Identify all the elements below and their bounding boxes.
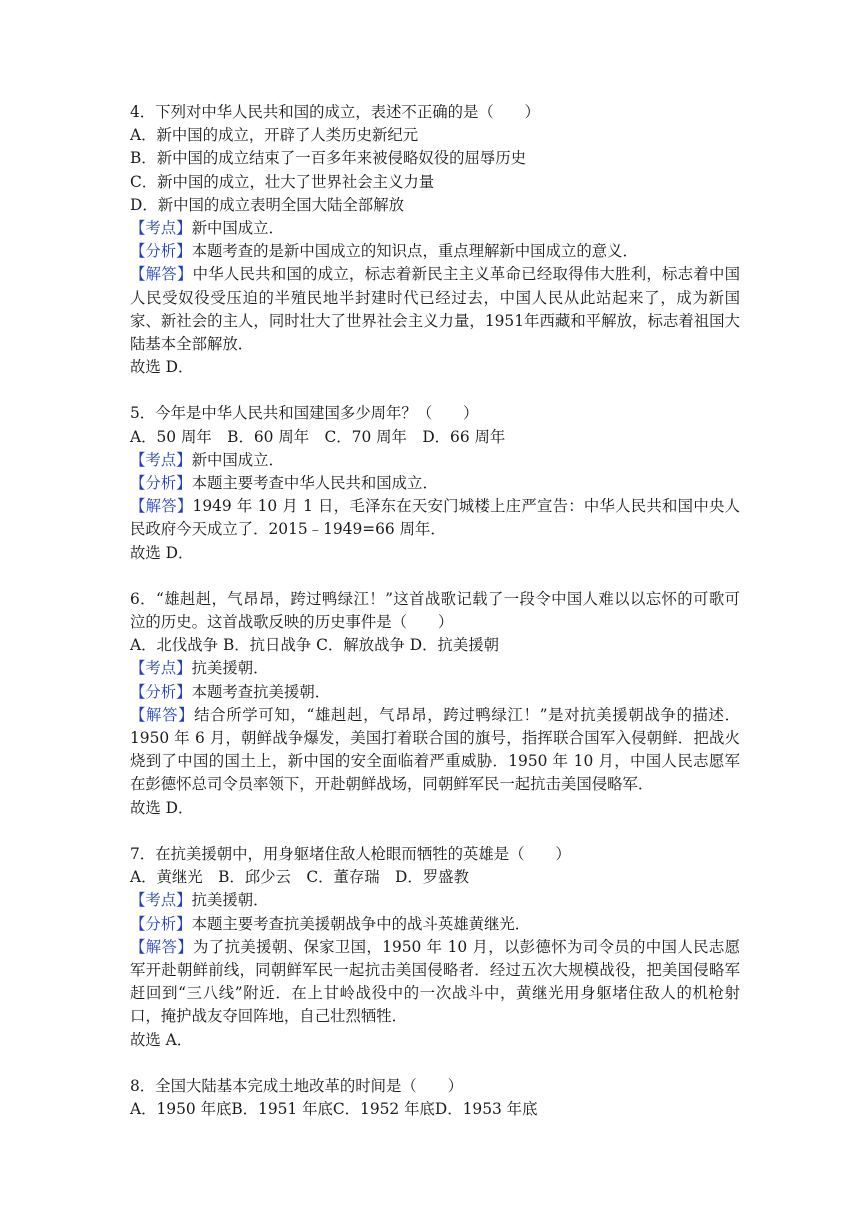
question-4	[130, 101, 740, 379]
answer-text: 故选 D．	[130, 358, 194, 377]
fenxi-tag: 【分析】	[130, 474, 192, 493]
fenxi-row	[130, 681, 740, 704]
fenxi-text: 本题主要考查抗美援朝战争中的战斗英雄黄继光．	[191, 914, 531, 933]
fenxi-row	[130, 240, 740, 263]
fenxi-tag: 【分析】	[130, 682, 192, 701]
jieda-text: 1949 年 10 月 1 日，毛泽东在天安门城楼上庄严宣告：中华人民共和国中央人民政府今天成立了．2015﹣1949=66 周年．	[130, 497, 740, 539]
jieda-row	[130, 263, 740, 356]
question-7	[130, 843, 740, 1052]
kaodian-text: 抗美援朝．	[191, 891, 269, 910]
options-line: A．50 周年 B．60 周年 C．70 周年 D．66 周年	[130, 427, 506, 446]
kaodian-row	[130, 657, 740, 680]
kaodian-tag: 【考点】	[130, 450, 192, 469]
kaodian-row	[130, 889, 740, 912]
question-stem: 7．在抗美援朝中，用身躯堵住敌人枪眼而牺牲的英雄是（ ）	[130, 844, 571, 863]
jieda-text: 为了抗美援朝、保家卫国，1950 年 10 月，以彭德怀为司令员的中国人民志愿军开赴朝鲜前线，同朝鲜军民一起抗击美国侵略者．经过五次大规模战役，把美国侵略军赶回到“三八线”附近．在上甘岭战役中的一次战斗中，黄继光用身躯堵住敌人的机枪射口，掩护战友夺回阵地，自己壮烈牺牲．	[130, 937, 740, 1026]
kaodian-text: 新中国成立．	[191, 450, 284, 469]
jieda-text: 结合所学可知，“雄赳赳，气昂昂，跨过鸭绿江！”是对抗美援朝战争的描述．1950 年 6 月，朝鲜战争爆发，美国打着联合国的旗号，指挥联合国军入侵朝鲜．把战火烧到了中国的国土上，新中国的安全面临着严重威胁．1950 年 10 月，中国人民志愿军在彭德怀总司令员率领下，开赴朝鲜战场，同朝鲜军民一起抗击美国侵略军．	[130, 705, 740, 794]
jieda-text: 中华人民共和国的成立，标志着新民主主义革命已经取得伟大胜利，标志着中国人民受奴役受压迫的半殖民地半封建时代已经过去，中国人民从此站起来了，成为新国家、新社会的主人，同时壮大了世界社会主义力量，1951年西藏和平解放，标志着祖国大陆基本全部解放．	[130, 265, 740, 354]
jieda-row	[130, 495, 740, 541]
answer-text: 故选 D．	[130, 798, 194, 817]
option-b: B．新中国的成立结束了一百多年来被侵略奴役的屈辱历史	[130, 149, 527, 168]
kaodian-tag: 【考点】	[130, 659, 192, 678]
kaodian-text: 抗美援朝．	[191, 659, 269, 678]
jieda-row	[130, 936, 740, 1029]
jieda-tag: 【解答】	[130, 705, 195, 724]
fenxi-row	[130, 472, 740, 495]
answer-text: 故选 D．	[130, 543, 194, 562]
fenxi-text: 本题考查抗美援朝．	[191, 682, 331, 701]
option-c: C．新中国的成立，壮大了世界社会主义力量	[130, 172, 435, 191]
kaodian-row	[130, 449, 740, 472]
options-line: A．黄继光 B．邱少云 C．董存瑞 D．罗盛教	[130, 868, 469, 887]
fenxi-tag: 【分析】	[130, 242, 192, 261]
kaodian-text: 新中国成立．	[191, 219, 284, 238]
question-stem: 4．下列对中华人民共和国的成立，表述不正确的是（ ）	[130, 103, 540, 121]
document-page	[130, 101, 740, 1144]
kaodian-tag: 【考点】	[130, 891, 192, 910]
question-stem: 6．“雄赳赳，气昂昂，跨过鸭绿江！”这首战歌记载了一段令中国人难以以忘怀的可歌可泣的历史。这首战歌反映的历史事件是（ ）	[130, 589, 740, 632]
question-8	[130, 1075, 740, 1121]
jieda-row	[130, 704, 740, 797]
question-stem: 5．今年是中华人民共和国建国多少周年？（ ）	[130, 404, 479, 423]
options-line: A．1950 年底B．1951 年底C．1952 年底D．1953 年底	[130, 1099, 538, 1118]
answer-text: 故选 A．	[130, 1030, 193, 1049]
fenxi-tag: 【分析】	[130, 914, 192, 933]
kaodian-tag: 【考点】	[130, 219, 192, 238]
jieda-tag: 【解答】	[130, 265, 193, 284]
option-a: A．新中国的成立，开辟了人类历史新纪元	[130, 126, 419, 145]
question-5	[130, 402, 740, 564]
jieda-tag: 【解答】	[130, 497, 193, 516]
options-line: A．北伐战争 B．抗日战争 C．解放战争 D．抗美援朝	[130, 636, 500, 655]
fenxi-text: 本题考查的是新中国成立的知识点，重点理解新中国成立的意义．	[191, 242, 638, 261]
kaodian-row	[130, 217, 740, 240]
jieda-tag: 【解答】	[130, 937, 194, 956]
fenxi-text: 本题主要考查中华人民共和国成立．	[191, 474, 438, 493]
question-6	[130, 588, 740, 820]
fenxi-row	[130, 913, 740, 936]
question-stem: 8．全国大陆基本完成土地改革的时间是（ ）	[130, 1076, 463, 1095]
option-d: D．新中国的成立表明全国大陆全部解放	[130, 195, 404, 214]
